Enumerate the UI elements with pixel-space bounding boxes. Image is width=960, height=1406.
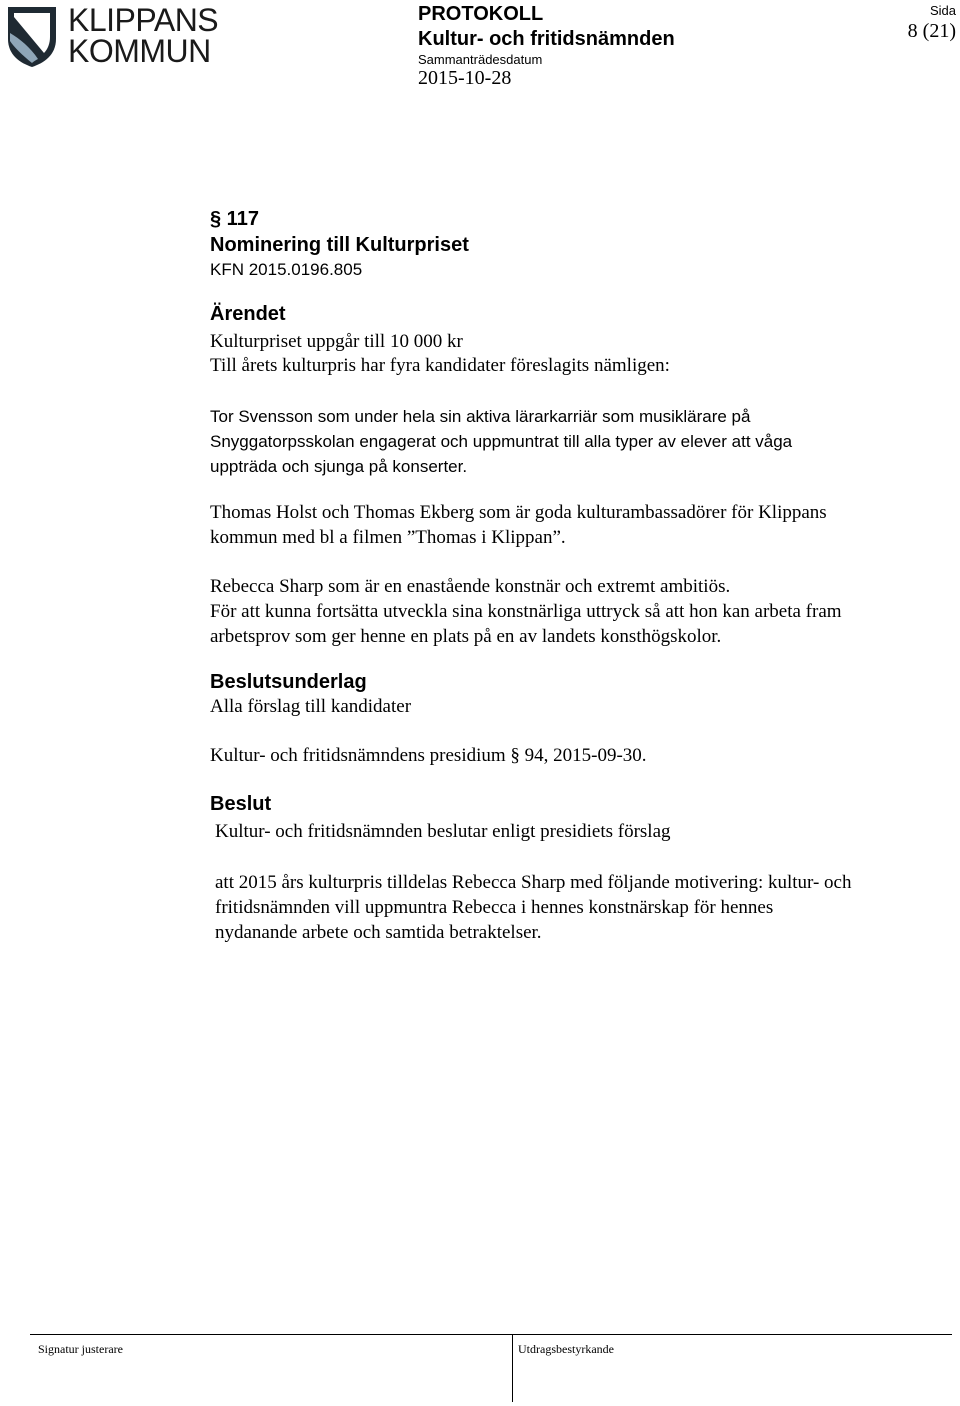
logo-wordmark xyxy=(68,2,219,69)
extract-certification-label: Utdragsbestyrkande xyxy=(518,1342,614,1356)
text-line: nydanande arbete och samtida betraktelser. xyxy=(215,922,542,943)
logo-line-1: KLIPPANS xyxy=(68,2,219,38)
text-line: Rebecca Sharp som är en enastående konstnär och extremt ambitiös. xyxy=(210,576,731,597)
meeting-date-label: Sammanträdesdatum xyxy=(418,52,543,67)
candidate-paragraph xyxy=(210,574,930,649)
footer-divider xyxy=(512,1334,513,1402)
text-line: kommun med bl a filmen ”Thomas i Klippan”. xyxy=(210,527,566,548)
text-line: att 2015 års kulturpris tilldelas Rebecca Sharp med följande motivering: kultur- och xyxy=(215,872,852,893)
document-type: PROTOKOLL xyxy=(418,3,544,25)
logo-line-2: KOMMUN xyxy=(68,33,211,69)
footer-rule xyxy=(30,1334,952,1335)
text-line: arbetsprov som ger henne en plats på en av landets konsthögskolor. xyxy=(210,626,722,647)
section-number: § 117 xyxy=(210,208,259,230)
arendet-heading: Ärendet xyxy=(210,303,286,325)
decision-paragraph xyxy=(215,870,935,945)
text-line: Thomas Holst och Thomas Ekberg som är goda kulturambassadörer för Klippans xyxy=(210,502,827,523)
basis-text: Alla förslag till kandidater xyxy=(210,696,412,717)
page-number: 8 (21) xyxy=(907,20,956,42)
text-line: fritidsnämnden vill uppmuntra Rebecca i hennes konstnärskap för hennes xyxy=(215,897,774,918)
klippan-shield-icon xyxy=(4,3,60,69)
candidate-paragraph xyxy=(210,404,930,479)
case-number: KFN 2015.0196.805 xyxy=(210,260,363,279)
signature-field-label: Signatur justerare xyxy=(38,1342,123,1356)
page-label: Sida xyxy=(929,3,956,18)
committee-name: Kultur- och fritidsnämnden xyxy=(418,28,675,50)
text-line: uppträda och sjunga på konserter. xyxy=(210,457,468,476)
prize-amount-text: Kulturpriset uppgår till 10 000 kr xyxy=(210,331,463,352)
text-line: Tor Svensson som under hela sin aktiva lärarkarriär som musiklärare på xyxy=(210,407,751,426)
section-title: Nominering till Kulturpriset xyxy=(210,234,469,256)
municipality-logo xyxy=(4,3,219,69)
candidates-intro-text: Till årets kulturpris har fyra kandidater föreslagits nämligen: xyxy=(210,355,670,376)
beslut-heading: Beslut xyxy=(210,793,272,815)
candidate-paragraph xyxy=(210,500,930,550)
meeting-date: 2015-10-28 xyxy=(418,67,512,89)
decision-intro: Kultur- och fritidsnämnden beslutar enligt presidiets förslag xyxy=(215,821,671,842)
text-line: För att kunna fortsätta utveckla sina konstnärliga uttryck så att hon kan arbeta fram xyxy=(210,601,842,622)
basis-reference: Kultur- och fritidsnämndens presidium § 94, 2015-09-30. xyxy=(210,745,647,766)
beslutsunderlag-heading: Beslutsunderlag xyxy=(210,671,367,693)
text-line: Snyggatorpsskolan engagerat och uppmuntrat till alla typer av elever att våga xyxy=(210,432,793,451)
